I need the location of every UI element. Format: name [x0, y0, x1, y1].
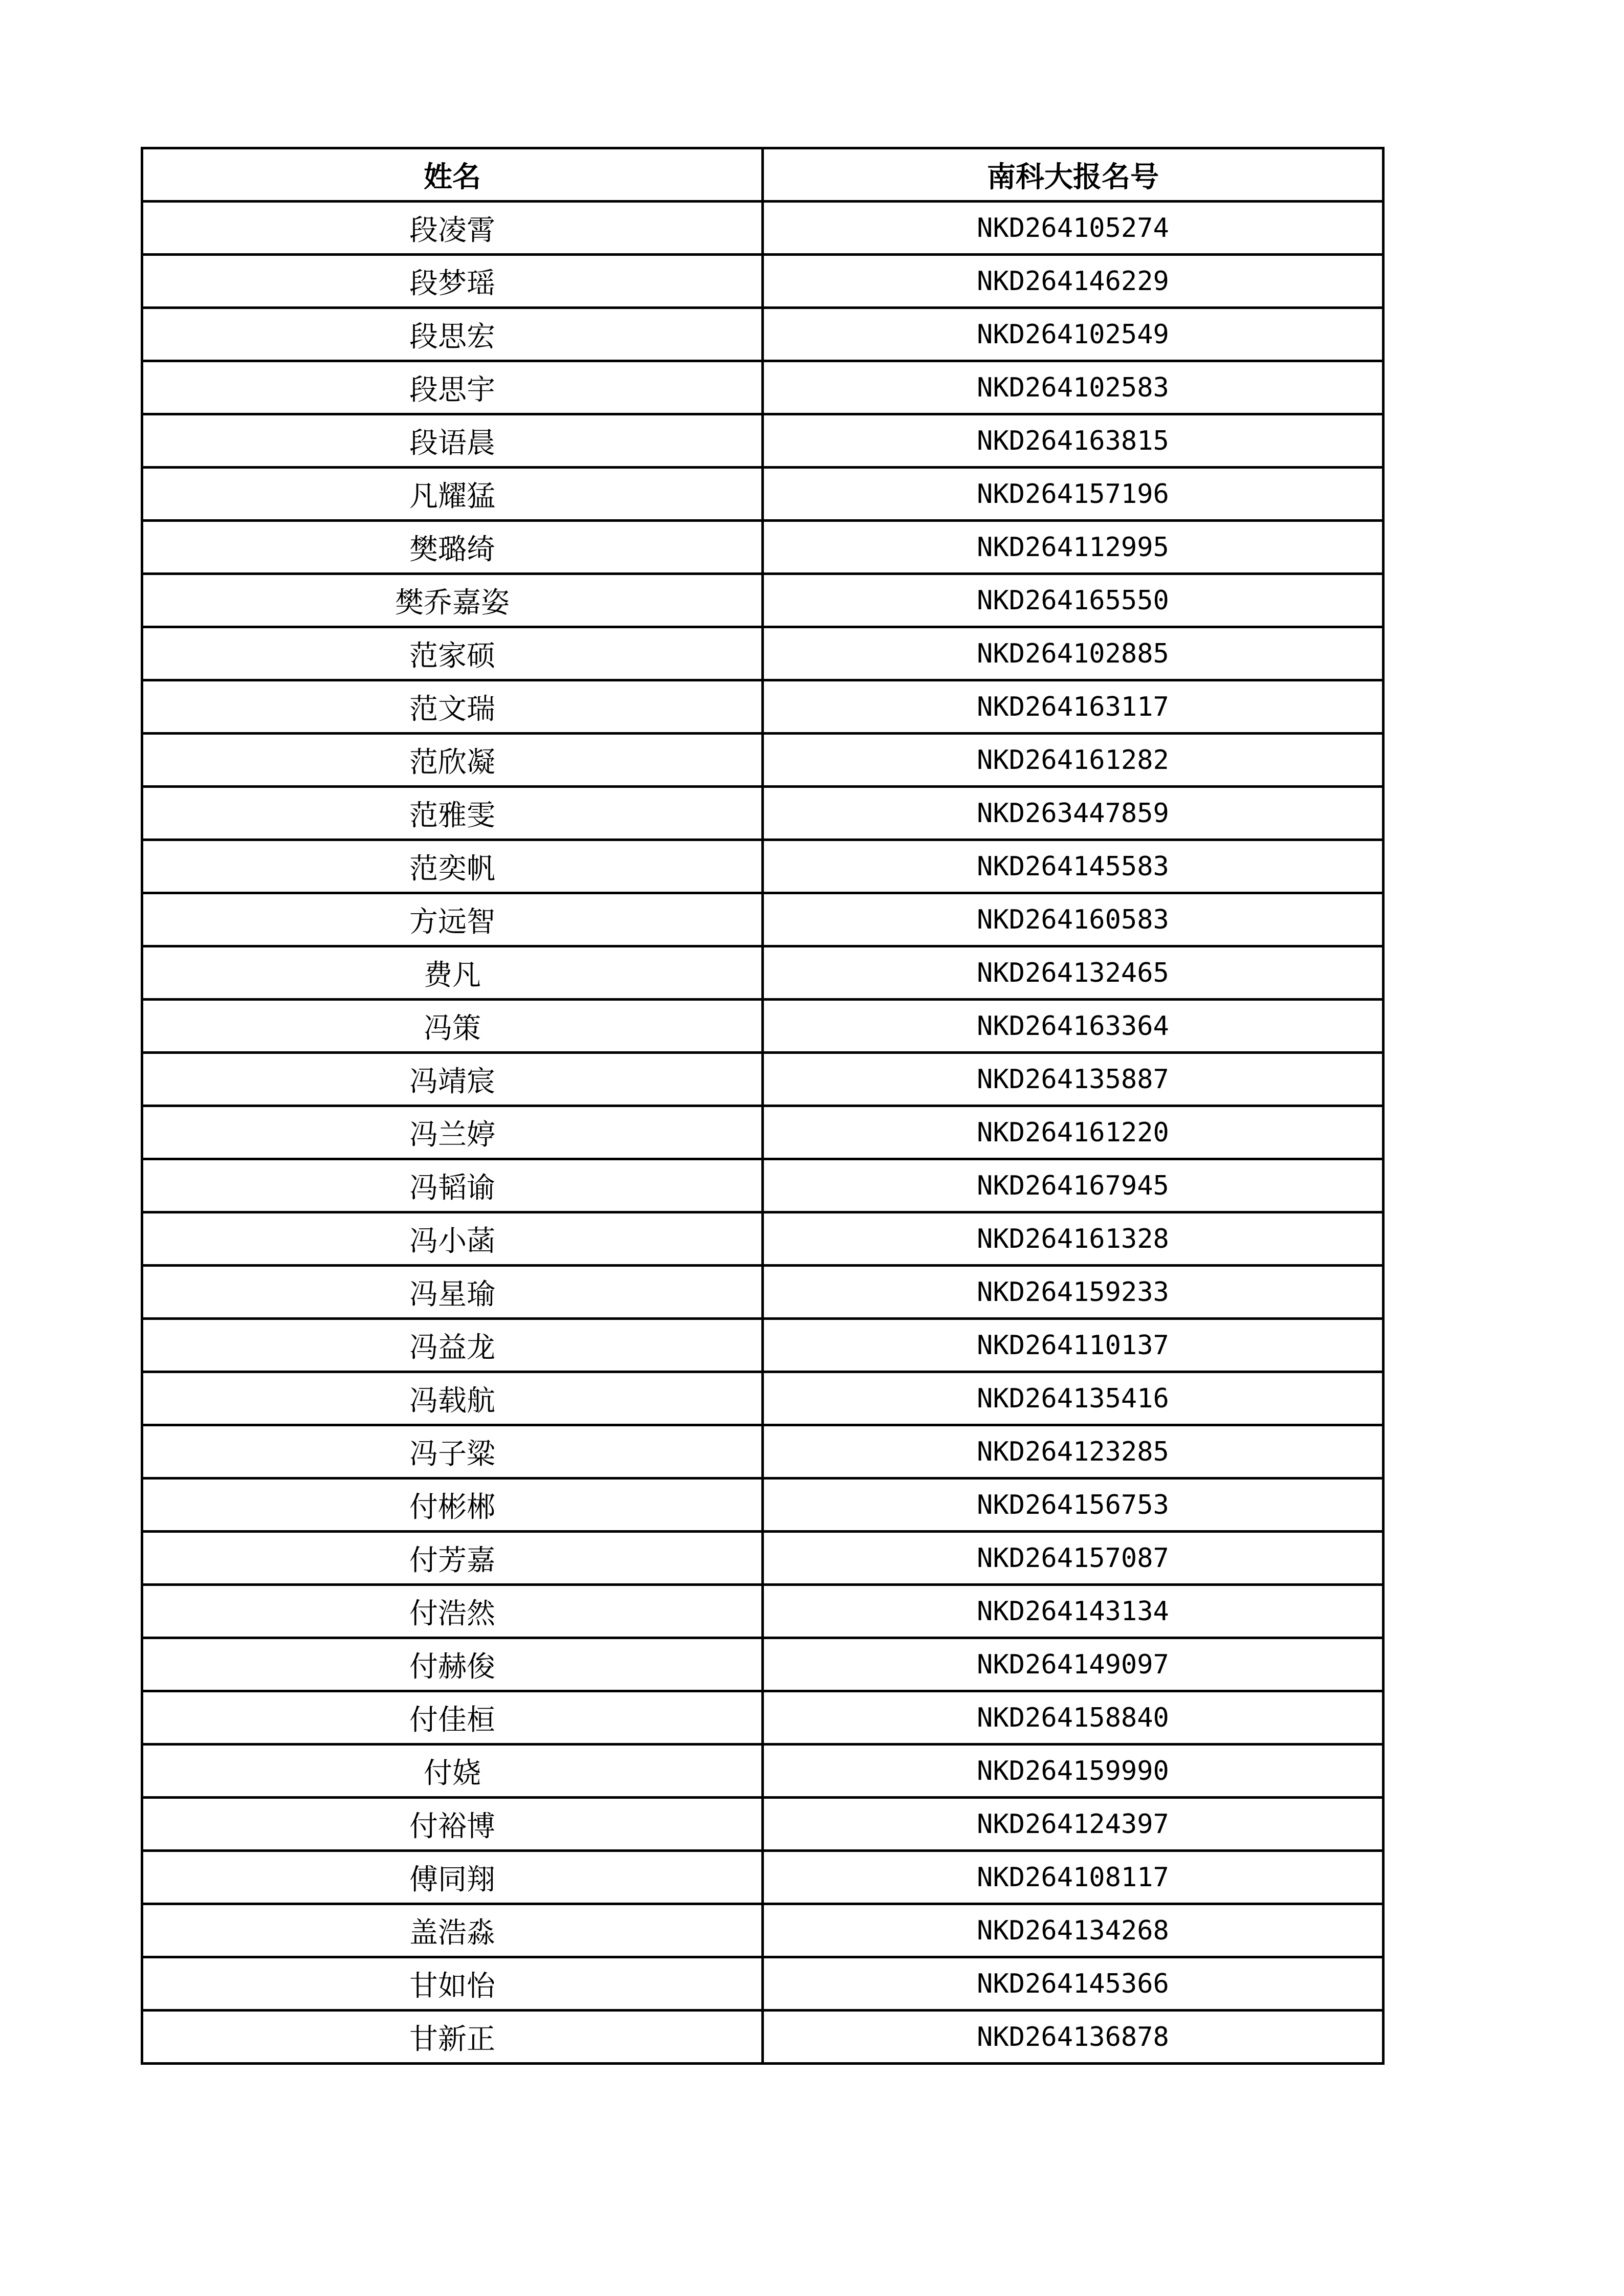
- cell-name: 傅同翔: [142, 1851, 763, 1904]
- cell-registration-no: NKD264163364: [763, 1000, 1384, 1053]
- cell-registration-no: NKD264112995: [763, 521, 1384, 574]
- table-body: [142, 202, 1384, 2064]
- table-row: [142, 414, 1384, 468]
- table-row: [142, 1957, 1384, 2011]
- table-row: [142, 361, 1384, 414]
- header-name: 姓名: [142, 148, 763, 202]
- cell-registration-no: NKD264102583: [763, 361, 1384, 414]
- cell-registration-no: NKD264159990: [763, 1745, 1384, 1798]
- cell-registration-no: NKD264143134: [763, 1585, 1384, 1638]
- cell-registration-no: NKD264163815: [763, 414, 1384, 468]
- cell-name: 段梦瑶: [142, 255, 763, 308]
- cell-name: 冯靖宸: [142, 1053, 763, 1106]
- cell-registration-no: NKD264149097: [763, 1638, 1384, 1691]
- cell-registration-no: NKD264145583: [763, 840, 1384, 893]
- cell-name: 樊璐绮: [142, 521, 763, 574]
- cell-name: 范欣凝: [142, 734, 763, 787]
- cell-name: 冯子粱: [142, 1425, 763, 1478]
- table-row: [142, 1053, 1384, 1106]
- table-row: [142, 787, 1384, 840]
- cell-registration-no: NKD264102549: [763, 308, 1384, 361]
- table-row: [142, 946, 1384, 1000]
- cell-name: 冯韬谕: [142, 1159, 763, 1212]
- cell-name: 方远智: [142, 893, 763, 946]
- cell-registration-no: NKD264161282: [763, 734, 1384, 787]
- cell-name: 段语晨: [142, 414, 763, 468]
- table-row: [142, 840, 1384, 893]
- table-row: [142, 1638, 1384, 1691]
- table-row: [142, 1266, 1384, 1319]
- cell-registration-no: NKD264123285: [763, 1425, 1384, 1478]
- cell-registration-no: NKD264157087: [763, 1532, 1384, 1585]
- cell-registration-no: NKD264156753: [763, 1478, 1384, 1532]
- cell-registration-no: NKD264136878: [763, 2011, 1384, 2064]
- table-header-row: [142, 148, 1384, 202]
- cell-name: 范家硕: [142, 627, 763, 680]
- cell-registration-no: NKD264163117: [763, 680, 1384, 734]
- cell-name: 付裕博: [142, 1798, 763, 1851]
- cell-name: 费凡: [142, 946, 763, 1000]
- table-row: [142, 1798, 1384, 1851]
- table-row: [142, 1691, 1384, 1745]
- table-row: [142, 1425, 1384, 1478]
- cell-name: 范文瑞: [142, 680, 763, 734]
- cell-name: 范奕帆: [142, 840, 763, 893]
- table-row: [142, 255, 1384, 308]
- table-row: [142, 574, 1384, 627]
- cell-registration-no: NKD264108117: [763, 1851, 1384, 1904]
- cell-registration-no: NKD264135416: [763, 1372, 1384, 1425]
- cell-registration-no: NKD264132465: [763, 946, 1384, 1000]
- table-row: [142, 1478, 1384, 1532]
- table-row: [142, 893, 1384, 946]
- cell-name: 冯小菡: [142, 1212, 763, 1266]
- cell-name: 盖浩淼: [142, 1904, 763, 1957]
- table-row: [142, 1904, 1384, 1957]
- table-row: [142, 308, 1384, 361]
- cell-name: 付彬郴: [142, 1478, 763, 1532]
- table-row: [142, 680, 1384, 734]
- cell-name: 范雅雯: [142, 787, 763, 840]
- cell-registration-no: NKD264167945: [763, 1159, 1384, 1212]
- applicant-table: [141, 147, 1385, 2065]
- table-row: [142, 1745, 1384, 1798]
- cell-registration-no: NKD264110137: [763, 1319, 1384, 1372]
- cell-name: 甘如怡: [142, 1957, 763, 2011]
- table-row: [142, 468, 1384, 521]
- cell-name: 段凌霄: [142, 202, 763, 255]
- cell-name: 冯益龙: [142, 1319, 763, 1372]
- cell-name: 冯策: [142, 1000, 763, 1053]
- cell-name: 付芳嘉: [142, 1532, 763, 1585]
- table-row: [142, 1851, 1384, 1904]
- cell-registration-no: NKD264102885: [763, 627, 1384, 680]
- cell-registration-no: NKD264134268: [763, 1904, 1384, 1957]
- table-row: [142, 1000, 1384, 1053]
- table-row: [142, 627, 1384, 680]
- table-row: [142, 734, 1384, 787]
- cell-registration-no: NKD264124397: [763, 1798, 1384, 1851]
- cell-registration-no: NKD264135887: [763, 1053, 1384, 1106]
- table-row: [142, 1585, 1384, 1638]
- cell-name: 冯载航: [142, 1372, 763, 1425]
- cell-name: 甘新正: [142, 2011, 763, 2064]
- table-row: [142, 521, 1384, 574]
- cell-name: 付浩然: [142, 1585, 763, 1638]
- cell-registration-no: NKD264105274: [763, 202, 1384, 255]
- table-row: [142, 202, 1384, 255]
- cell-name: 付赫俊: [142, 1638, 763, 1691]
- table-row: [142, 1319, 1384, 1372]
- cell-name: 凡耀猛: [142, 468, 763, 521]
- cell-registration-no: NKD264145366: [763, 1957, 1384, 2011]
- cell-registration-no: NKD263447859: [763, 787, 1384, 840]
- table-row: [142, 1159, 1384, 1212]
- cell-name: 段思宏: [142, 308, 763, 361]
- table-row: [142, 1106, 1384, 1159]
- cell-registration-no: NKD264161220: [763, 1106, 1384, 1159]
- cell-registration-no: NKD264161328: [763, 1212, 1384, 1266]
- cell-name: 付佳桓: [142, 1691, 763, 1745]
- cell-name: 段思宇: [142, 361, 763, 414]
- cell-name: 樊乔嘉姿: [142, 574, 763, 627]
- table-row: [142, 1212, 1384, 1266]
- table-row: [142, 2011, 1384, 2064]
- cell-name: 冯星瑜: [142, 1266, 763, 1319]
- cell-registration-no: NKD264157196: [763, 468, 1384, 521]
- table-row: [142, 1372, 1384, 1425]
- header-registration-no: 南科大报名号: [763, 148, 1384, 202]
- cell-name: 付娆: [142, 1745, 763, 1798]
- cell-registration-no: NKD264146229: [763, 255, 1384, 308]
- cell-registration-no: NKD264159233: [763, 1266, 1384, 1319]
- cell-name: 冯兰婷: [142, 1106, 763, 1159]
- cell-registration-no: NKD264158840: [763, 1691, 1384, 1745]
- cell-registration-no: NKD264160583: [763, 893, 1384, 946]
- cell-registration-no: NKD264165550: [763, 574, 1384, 627]
- table-row: [142, 1532, 1384, 1585]
